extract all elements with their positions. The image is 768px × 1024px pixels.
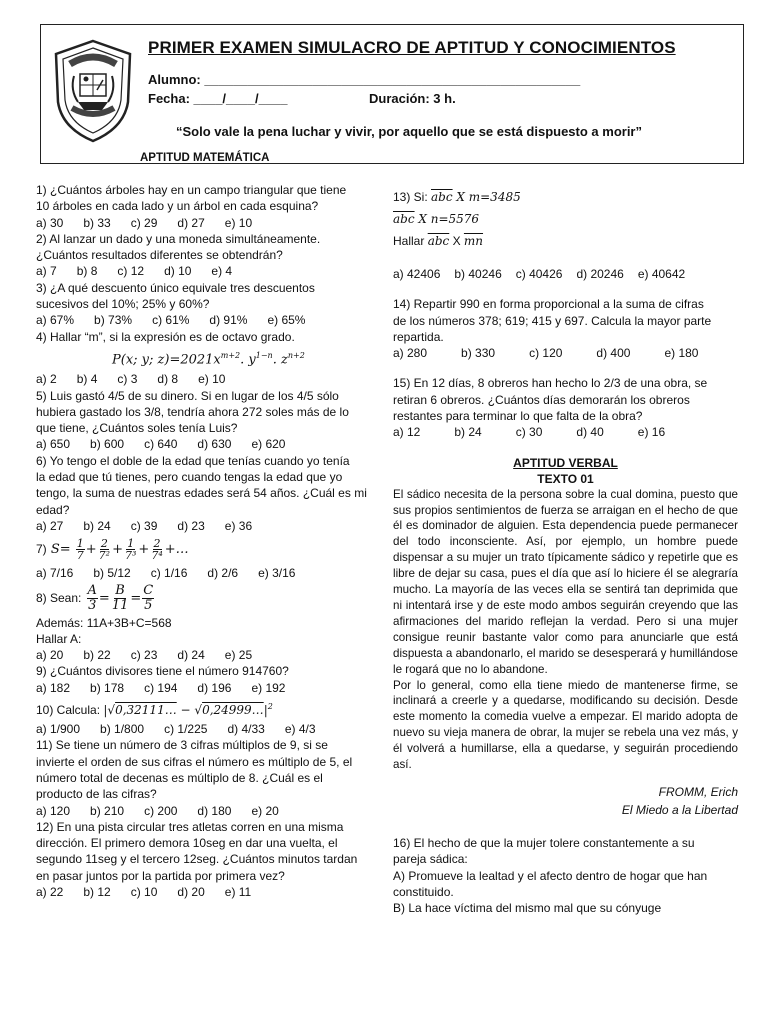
question-12: 12) En una pista circular tres atletas corren en una misma dirección. El primero demora 10seg en dar una vuelta, el segundo 11seg y el tercero 12seg. ¿Cuántos minutos tardan en pasar juntos por la partida por primera vez? a) 22 b) 12 c) 10 d) 20 e) 11	[36, 819, 386, 900]
series-formula: 7) S= $\frac{1}{7}$ + $\frac{2}{\text{7²}}$ + $\frac{1}{\text{7³}}$ + $\frac{2}{\text{7⁴}}$ +…	[36, 537, 189, 563]
polynomial-formula: P(x; y; $z)=2021x^{m+2}$. $y^{1-n}$. $z^{n+2}$	[112, 350, 305, 368]
answer-options: a) 22 b) 12 c) 10 d) 20 e) 11	[36, 885, 252, 900]
answer-options: a) 30 b) 33 c) 29 d) 27 e) 10	[36, 215, 253, 230]
answer-options: a) 7 b) 8 c) 12 d) 10 e) 4	[36, 264, 233, 279]
student-name-field: Alumno: ____________________________________________________	[148, 72, 581, 87]
question-11: 11) Se tiene un número de 3 cifras múltiplos de 9, si se invierte el orden de sus cifras el número es múltiplo de 5, el número total de decenas es múltiplo de 8. ¿Cuál es el producto de las cifras? a) 120 b) 210 c) 200 d) 180 e) 20	[36, 737, 386, 818]
ratio-formula: 8) Sean: $\frac{A}{3}$ = $\frac{B}{11}$ = $\frac{C}{5}$	[36, 582, 154, 613]
section-title-verbal: APTITUD VERBAL	[513, 455, 618, 470]
question-4: 4) Hallar “m”, si la expresión es de octavo grado. P(x; y; $z)=2021x^{m+2}$. $y^{1-n}$. $z^{n+2}$ a) 2 b) 4 c) 3 d) 8 e) 10	[36, 329, 386, 388]
exam-title: PRIMER EXAMEN SIMULACRO DE APTITUD Y CONOCIMIENTOS	[148, 38, 676, 57]
question-2: 2) Al lanzar un dado y una moneda simultáneamente. ¿Cuántos resultados diferentes se obtendrán? a) 7 b) 8 c) 12 d) 10 e) 4	[36, 231, 386, 280]
question-1: 1) ¿Cuántos árboles hay en un campo triangular que tiene 10 árboles en cada lado y un árbol en cada esquina? a) 30 b) 33 c) 29 d) 27 e) 10	[36, 182, 386, 231]
question-14: 14) Repartir 990 en forma proporcional a la suma de cifras de los números 378; 619; 415 y 697. Calcula la mayor parte repartida. a) 280 b) 330 c) 120 d) 400 e) 180	[393, 296, 738, 361]
question-7	[36, 534, 386, 581]
math-questions-column	[36, 182, 386, 900]
author-name: FROMM, Erich	[658, 784, 738, 799]
root-formula: 10) Calcula: |√0,32111… − $√0,24999\dots|^2$	[36, 702, 273, 718]
question-13: 13) Si: $\overline{abc}$ X m=3485 $\overline{abc}$ X n=5576 Hallar $\overline{abc}$ X $\overline{mn}$ a) 42406 b) 40246 c) 40426 d) 20246 e) 40642	[393, 186, 738, 282]
answer-options: a) 7/16 b) 5/12 c) 1/16 d) 2/6 e) 3/16	[36, 566, 296, 581]
answer-options: a) 120 b) 210 c) 200 d) 180 e) 20	[36, 803, 279, 818]
question-6: 6) Yo tengo el doble de la edad que tenías cuando yo tenía la edad que tú tienes, pero cuando tengas la edad que yo tengo, la suma de nuestras edades será 54 años. ¿Cuál es mi edad? a) 27 b) 24 c) 39 d) 23 e) 36	[36, 453, 386, 534]
answer-options: a) 1/900 b) 1/800 c) 1/225 d) 4/33 e) 4/3	[36, 722, 316, 737]
question-10	[36, 696, 386, 737]
reading-paragraph-1: El sádico necesita de la persona sobre la cual domina, puesto que sus propios sentimientos de fuerza se arraigan en el hecho de que él es dominador de alguien. Esta dependencia puede permanecer del todo inconsciente. Así, por ejemplo, un hombre puede dispensar a su mujer un trato típicamente sádico y repetirle que es libre de dejar su casa, pues el día que así lo hiciere él se alegraría mucho. La mayoría de las veces ella se sentirá tan deprimida que ni intentará irse y de este modo ambos seguirán creyendo que las afirmaciones del marido reflejan la verdad. Pero si una mujer consigue reunir bastante valor como para anunciarle que está dispuesta a abandonarlo, el marido se desesperará y humillándose le rogará que no lo abandone.	[393, 487, 738, 676]
answer-options: a) 12 b) 24 c) 30 d) 40 e) 16	[393, 425, 666, 440]
answer-options: a) 67% b) 73% c) 61% d) 91% e) 65%	[36, 313, 306, 328]
text-title: TEXTO 01	[537, 471, 594, 486]
book-title: El Miedo a la Libertad	[621, 802, 738, 817]
reading-paragraph-2: Por lo general, como ella tiene miedo de mantenerse firme, se inclinará a creerle y a quedarse, modificando su decisión. Desde este momento la comedia vuelve a empezar. El marido adopta de nuevo su vieja manera de obrar, la mujer se rebela una vez más, y él volverá a humillarse, ella a quedarse, y seguirán procediendo así.	[393, 678, 738, 772]
date-field: Fecha: ____/____/____	[148, 91, 288, 106]
question-15: 15) En 12 días, 8 obreros han hecho lo 2/3 de una obra, se retiran 6 obreros. ¿Cuántos días demorarán los obreros restantes para terminar lo que falta de la obra? a) 12 b) 24 c) 30 d) 40 e) 16	[393, 375, 738, 440]
duration-label: Duración: 3 h.	[369, 91, 456, 106]
police-seal-logo	[50, 38, 136, 144]
answer-options: a) 280 b) 330 c) 120 d) 400 e) 180	[393, 346, 699, 361]
right-column	[393, 186, 738, 916]
question-9: 9) ¿Cuántos divisores tiene el número 914760? a) 182 b) 178 c) 194 d) 196 e) 192	[36, 663, 386, 696]
question-3: 3) ¿A qué descuento único equivale tres descuentos sucesivos del 10%; 25% y 60%? a) 67% b) 73% c) 61% d) 91% e) 65%	[36, 280, 386, 329]
answer-options: a) 42406 b) 40246 c) 40426 d) 20246 e) 40642	[393, 267, 686, 281]
answer-options: a) 182 b) 178 c) 194 d) 196 e) 192	[36, 680, 286, 695]
question-8: 8) Sean: $\frac{A}{3}$ = $\frac{B}{11}$ = $\frac{C}{5}$ Además: 11A+3B+C=568 Hallar A: a) 20 b) 22 c) 23 d) 24 e) 25	[36, 582, 386, 664]
question-5: 5) Luis gastó 4/5 de su dinero. Si en lugar de los 4/5 sólo hubiera gastado los 3/8, tendría ahora 272 soles más de lo que tiene, ¿Cuántos soles tenía Luis? a) 650 b) 600 c) 640 d) 630 e) 620	[36, 388, 386, 453]
section-title-math: APTITUD MATEMÁTICA	[140, 152, 270, 164]
answer-options: a) 27 b) 24 c) 39 d) 23 e) 36	[36, 518, 253, 533]
question-16: 16) El hecho de que la mujer tolere constantemente a su pareja sádica: A) Promueve la lealtad y el afecto dentro de hogar que han constituido. B) La hace víctima del mismo mal que su cónyuge	[393, 835, 708, 916]
answer-options: a) 650 b) 600 c) 640 d) 630 e) 620	[36, 437, 286, 452]
motivational-quote: “Solo vale la pena luchar y vivir, por aquello que se está dispuesto a morir”	[176, 124, 642, 139]
answer-options: a) 20 b) 22 c) 23 d) 24 e) 25	[36, 648, 253, 663]
answer-options: a) 2 b) 4 c) 3 d) 8 e) 10	[36, 372, 226, 387]
